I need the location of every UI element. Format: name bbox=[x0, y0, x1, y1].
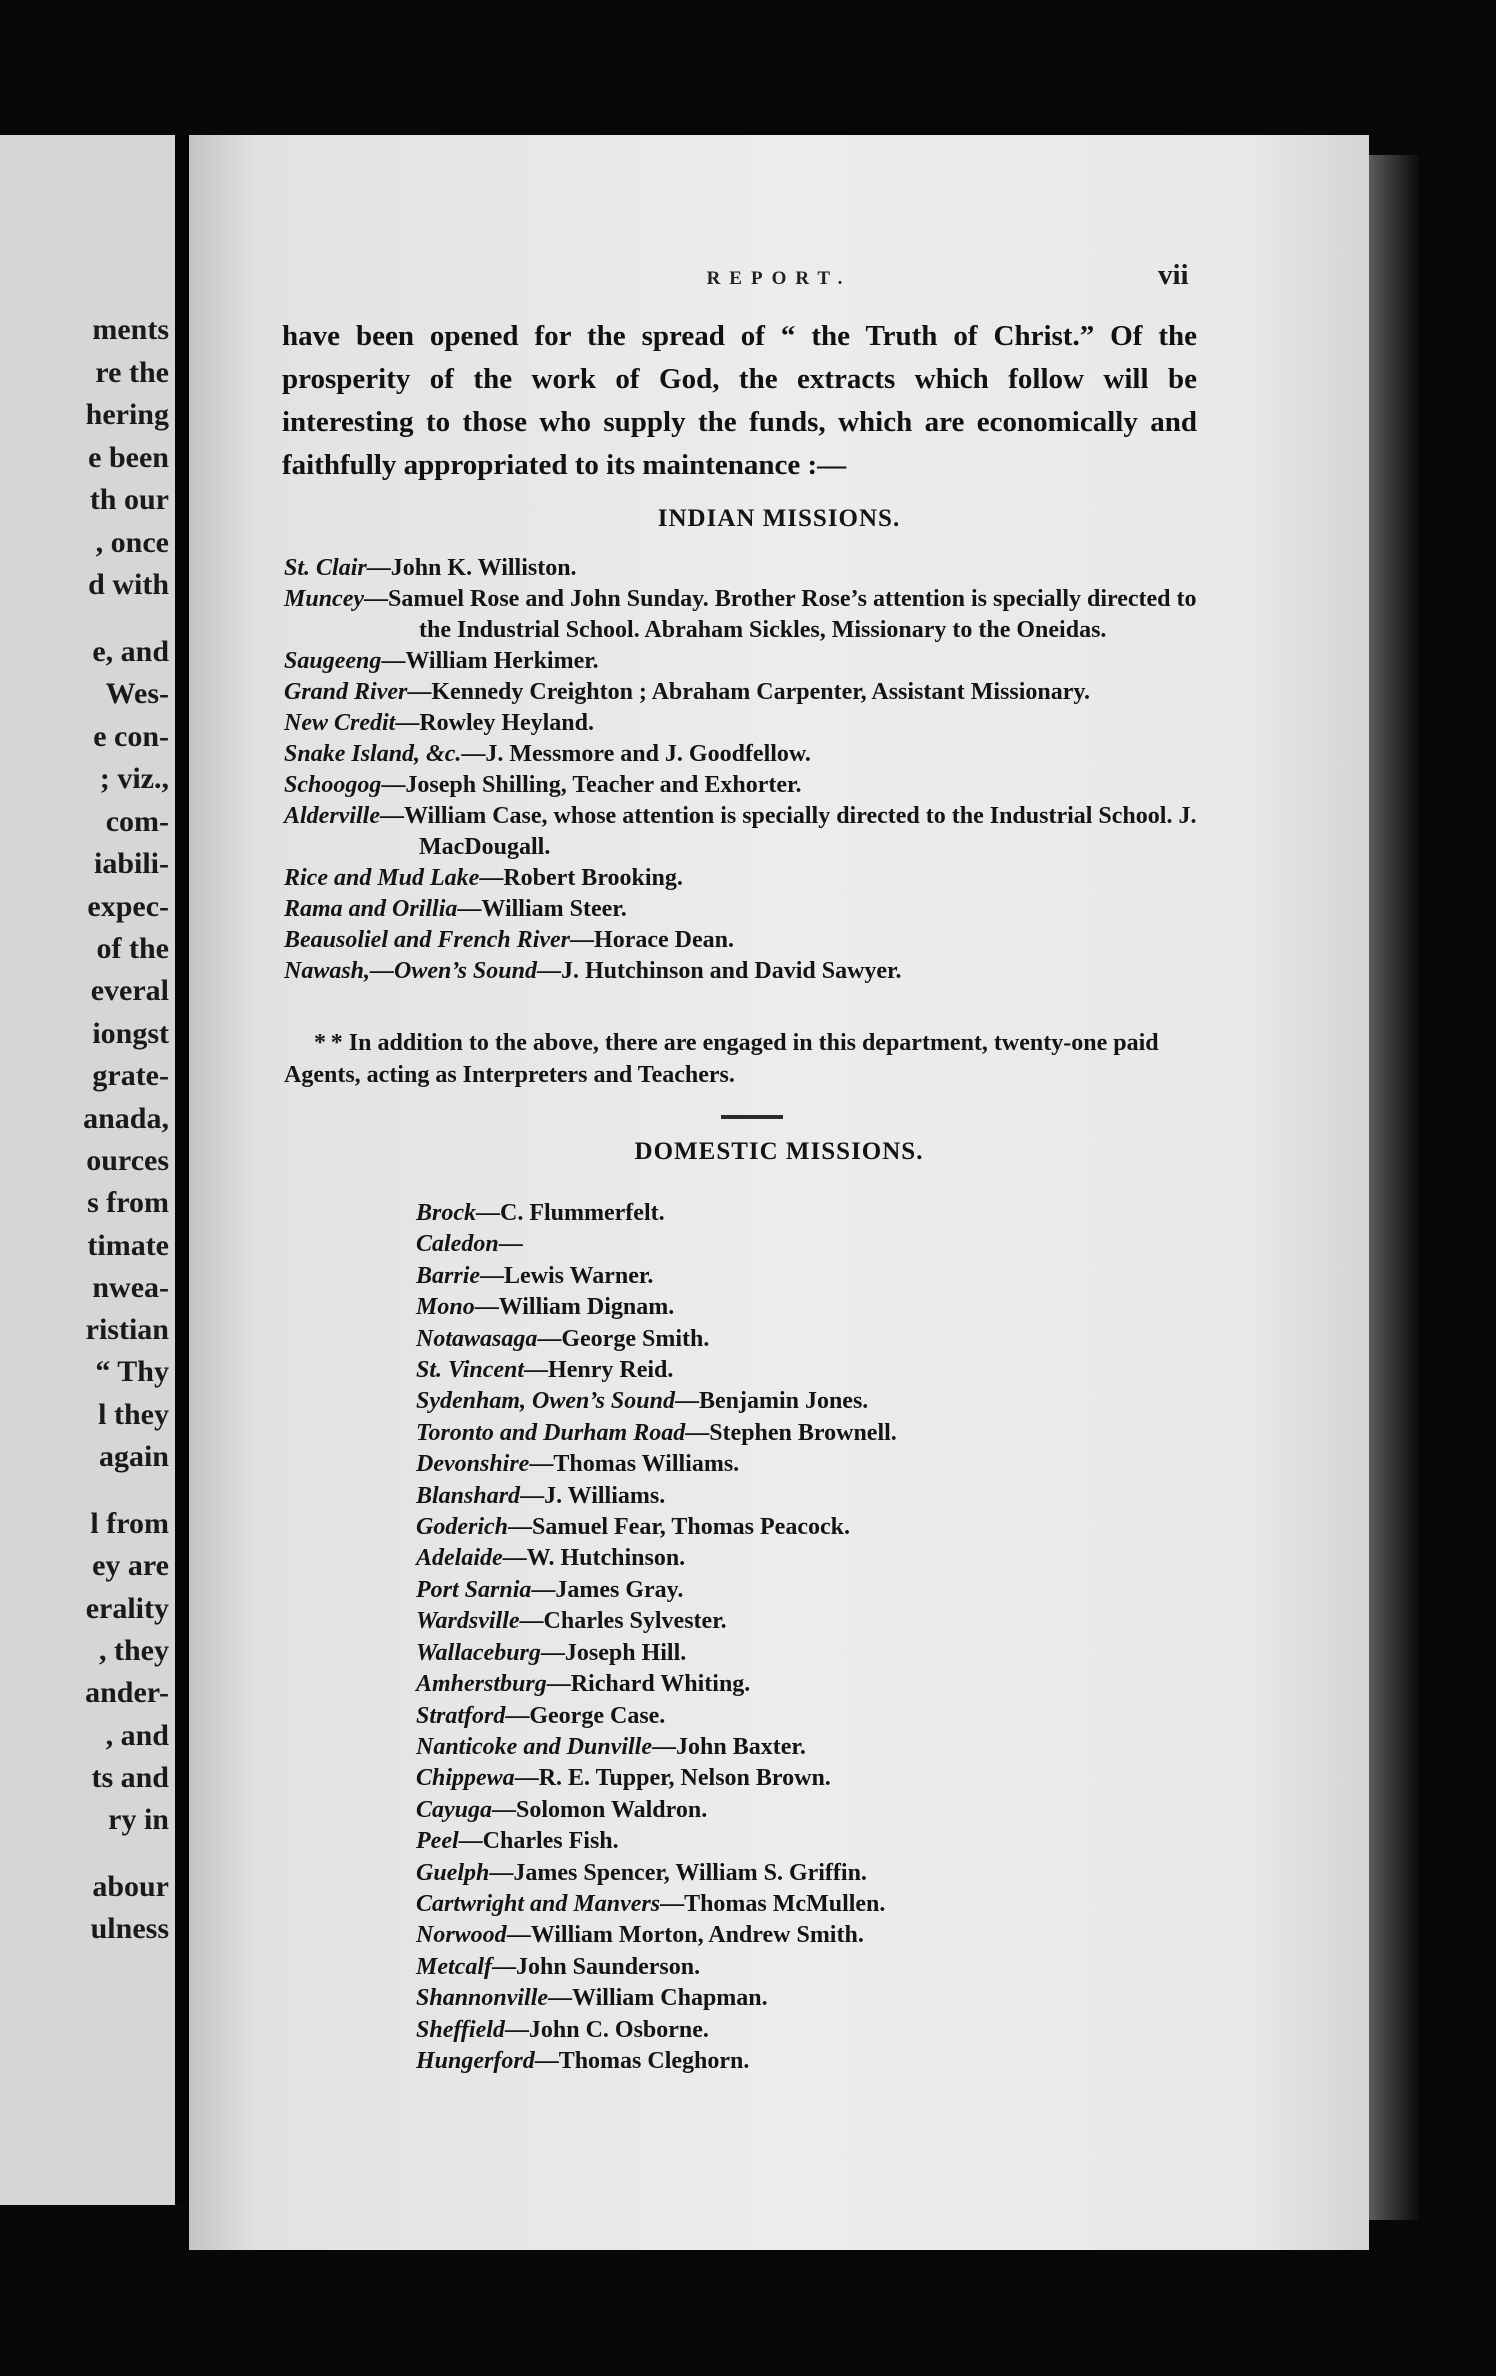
facing-page-line: , and bbox=[105, 1719, 169, 1752]
mission-entry bbox=[416, 1826, 1116, 1857]
mission-station: Schoogog bbox=[284, 772, 382, 798]
missionary-names: —Joseph Shilling, Teacher and Exhorter. bbox=[381, 772, 802, 798]
facing-page-line: ; viz., bbox=[99, 762, 169, 795]
mission-station: Mono bbox=[416, 1294, 475, 1321]
missionary-names: —Charles Fish. bbox=[458, 1828, 619, 1855]
mission-station: Caledon bbox=[416, 1231, 499, 1258]
mission-station: Adelaide bbox=[416, 1545, 503, 1572]
mission-station: Blanshard bbox=[416, 1482, 521, 1509]
missionary-names: —John K. Williston. bbox=[366, 555, 577, 581]
domestic-missions-heading: DOMESTIC MISSIONS. bbox=[634, 1138, 924, 1165]
mission-station: Sheffield bbox=[416, 2016, 505, 2043]
mission-station: Hungerford bbox=[416, 2047, 535, 2074]
mission-entry bbox=[416, 1575, 1116, 1606]
mission-entry bbox=[416, 1449, 1116, 1480]
mission-station: Chippewa bbox=[416, 1765, 515, 1792]
facing-page-line: ments bbox=[92, 313, 169, 346]
mission-entry bbox=[416, 2046, 1116, 2077]
mission-station: Port Sarnia bbox=[416, 1576, 532, 1603]
mission-entry bbox=[416, 1324, 1116, 1355]
mission-station: Metcalf bbox=[416, 1953, 492, 1980]
mission-entry bbox=[416, 1920, 1116, 1951]
mission-entry bbox=[284, 708, 1204, 739]
report-page bbox=[189, 135, 1369, 2250]
mission-station: Devonshire bbox=[416, 1451, 530, 1478]
missionary-names: —John C. Osborne. bbox=[504, 2016, 709, 2043]
mission-station: Barrie bbox=[416, 1262, 481, 1289]
mission-station: Shannonville bbox=[416, 1985, 549, 2012]
mission-entry bbox=[416, 1292, 1116, 1323]
mission-entry bbox=[416, 1606, 1116, 1637]
indian-missions-note: * * In addition to the above, there are engaged in this department, twenty-one paid Agents, acting as Interpreters and Teachers. bbox=[284, 1030, 1159, 1088]
facing-page-line: ristian bbox=[85, 1313, 169, 1346]
missionary-names: —Thomas Cleghorn. bbox=[534, 2047, 750, 2074]
mission-entry bbox=[416, 1795, 1116, 1826]
mission-station: St. Clair bbox=[284, 555, 367, 581]
mission-entry bbox=[284, 894, 1204, 925]
missionary-names: —William Chapman. bbox=[548, 1985, 768, 2012]
intro-paragraph: have been opened for the spread of “ the Truth of Christ.” Of the prosperity of the work of God, the extracts which follow will be interesting to those who supply the funds, which are economically and faithfully appropriated to its maintenance :— bbox=[282, 320, 1197, 481]
facing-page-line: s from bbox=[87, 1186, 169, 1219]
mission-entry bbox=[416, 1858, 1116, 1889]
facing-page-line: l they bbox=[98, 1398, 169, 1431]
page-number: vii bbox=[1158, 259, 1189, 291]
running-head: REPORT. bbox=[706, 268, 852, 289]
missionary-names: —John Baxter. bbox=[652, 1733, 806, 1760]
mission-entry bbox=[284, 801, 1204, 863]
mission-station: Muncey bbox=[284, 586, 364, 612]
mission-station: Wardsville bbox=[416, 1608, 520, 1635]
mission-station: Rice and Mud Lake bbox=[284, 865, 480, 891]
facing-page-line: ulness bbox=[90, 1912, 169, 1945]
missionary-names: —Rowley Heyland. bbox=[395, 710, 594, 736]
facing-page-line: l from bbox=[90, 1507, 169, 1540]
facing-page-line: anada, bbox=[83, 1102, 169, 1135]
facing-page-line: ey are bbox=[92, 1549, 169, 1582]
missionary-names: —Benjamin Jones. bbox=[674, 1388, 869, 1415]
missionary-names: —J. Williams. bbox=[520, 1482, 666, 1509]
missionary-names: —Stephen Brownell. bbox=[685, 1419, 897, 1446]
mission-station: Toronto and Durham Road bbox=[416, 1419, 686, 1446]
section-divider bbox=[721, 1115, 783, 1119]
facing-page-line: ander- bbox=[85, 1676, 169, 1709]
facing-page-line: th our bbox=[89, 483, 169, 516]
facing-page-line: ry in bbox=[108, 1803, 169, 1836]
mission-entry bbox=[416, 1732, 1116, 1763]
mission-station: Guelph bbox=[416, 1859, 490, 1886]
missionary-names: —George Case. bbox=[505, 1702, 666, 1729]
page-edge-shadow bbox=[1369, 155, 1419, 2220]
missionary-names: —Robert Brooking. bbox=[479, 865, 683, 891]
facing-page-line: of the bbox=[96, 932, 169, 965]
mission-station: Peel bbox=[416, 1828, 459, 1855]
facing-page-line: , they bbox=[99, 1634, 169, 1667]
mission-entry bbox=[416, 1418, 1116, 1449]
missionary-names: —William Herkimer. bbox=[381, 648, 599, 674]
missionary-names: —James Spencer, William S. Griffin. bbox=[489, 1859, 867, 1886]
mission-entry bbox=[416, 1701, 1116, 1732]
facing-page-line: erality bbox=[85, 1592, 169, 1625]
mission-station: Brock bbox=[416, 1200, 476, 1226]
mission-entry bbox=[284, 863, 1204, 894]
missionary-names: —R. E. Tupper, Nelson Brown. bbox=[514, 1765, 831, 1792]
missionary-names: —Samuel Rose and John Sunday. Brother Rose’s attention is specially directed to the Industrial School. Abraham Sickles, Missionary to the Oneidas. bbox=[364, 586, 1197, 643]
mission-station: Beausoliel and French River bbox=[284, 927, 571, 953]
domestic-missions-list bbox=[416, 1198, 1116, 2077]
mission-station: St. Vincent bbox=[416, 1357, 525, 1384]
facing-page-line: e been bbox=[88, 441, 169, 474]
facing-page-line: re the bbox=[95, 356, 169, 389]
mission-entry bbox=[284, 553, 1204, 584]
facing-page-line: abour bbox=[92, 1870, 169, 1903]
mission-entry bbox=[284, 956, 1204, 987]
mission-station: Grand River bbox=[284, 679, 408, 705]
missionary-names: —Thomas McMullen. bbox=[660, 1890, 886, 1917]
mission-entry bbox=[416, 1983, 1116, 2014]
mission-station: Alderville bbox=[284, 803, 380, 829]
missionary-names: —Joseph Hill. bbox=[540, 1639, 687, 1666]
mission-entry bbox=[284, 584, 1204, 646]
mission-entry bbox=[284, 677, 1204, 708]
mission-entry bbox=[416, 1763, 1116, 1794]
mission-entry bbox=[416, 2015, 1116, 2046]
mission-station: Cayuga bbox=[416, 1796, 493, 1823]
missionary-names: —Thomas Williams. bbox=[529, 1451, 740, 1478]
mission-entry bbox=[416, 1638, 1116, 1669]
missionary-names: —Samuel Fear, Thomas Peacock. bbox=[508, 1514, 850, 1541]
mission-station: Norwood bbox=[416, 1922, 507, 1949]
facing-page-line: grate- bbox=[92, 1059, 169, 1092]
mission-entry bbox=[284, 770, 1204, 801]
facing-page-line: e con- bbox=[93, 720, 169, 753]
missionary-names: —William Case, whose attention is specially directed to the Industrial School. J. MacDougall. bbox=[379, 803, 1197, 860]
mission-station: Nanticoke and Dunville bbox=[416, 1733, 653, 1760]
facing-page-line: everal bbox=[90, 974, 169, 1007]
missionary-names: —Horace Dean. bbox=[570, 927, 734, 953]
mission-entry bbox=[416, 1198, 1116, 1229]
mission-station: New Credit bbox=[284, 710, 396, 736]
facing-page-line: d with bbox=[88, 568, 169, 601]
mission-entry bbox=[416, 1512, 1116, 1543]
missionary-names: —William Morton, Andrew Smith. bbox=[506, 1922, 864, 1949]
missionary-names: —J. Messmore and J. Goodfellow. bbox=[461, 741, 811, 767]
mission-entry bbox=[416, 1481, 1116, 1512]
mission-entry bbox=[416, 1952, 1116, 1983]
missionary-names: —William Dignam. bbox=[474, 1294, 675, 1321]
mission-station: Amherstburg bbox=[416, 1671, 547, 1698]
facing-page-line: “ Thy bbox=[95, 1355, 169, 1388]
facing-page-line: Wes- bbox=[105, 677, 169, 710]
book-gutter bbox=[175, 135, 189, 2205]
missionary-names: —John Saunderson. bbox=[491, 1953, 701, 1980]
missionary-names: —W. Hutchinson. bbox=[502, 1545, 686, 1572]
mission-entry bbox=[416, 1261, 1116, 1292]
mission-entry bbox=[416, 1669, 1116, 1700]
facing-page-line: com- bbox=[105, 805, 169, 838]
missionary-names: —Lewis Warner. bbox=[480, 1262, 654, 1289]
facing-page-line: expec- bbox=[87, 890, 169, 923]
indian-missions-list bbox=[284, 553, 1204, 987]
mission-station: Notawasaga bbox=[416, 1325, 538, 1352]
mission-entry bbox=[416, 1889, 1116, 1920]
mission-entry bbox=[284, 739, 1204, 770]
mission-station: Snake Island, &c. bbox=[284, 741, 462, 767]
mission-station: Rama and Orillia bbox=[284, 896, 458, 922]
mission-entry bbox=[416, 1229, 1116, 1260]
missionary-names: —Richard Whiting. bbox=[546, 1671, 751, 1698]
missionary-names: —Charles Sylvester. bbox=[519, 1608, 727, 1635]
missionary-names: —Henry Reid. bbox=[524, 1357, 674, 1384]
mission-entry bbox=[284, 925, 1204, 956]
mission-entry bbox=[284, 646, 1204, 677]
missionary-names: —James Gray. bbox=[531, 1576, 684, 1603]
facing-page-line: timate bbox=[87, 1229, 169, 1262]
missionary-names: — bbox=[498, 1231, 523, 1258]
missionary-names: —Solomon Waldron. bbox=[492, 1796, 708, 1823]
indian-missions-heading: INDIAN MISSIONS. bbox=[657, 505, 901, 532]
missionary-names: —Kennedy Creighton ; Abraham Carpenter, Assistant Missionary. bbox=[407, 679, 1091, 705]
facing-page-line: hering bbox=[85, 398, 169, 431]
mission-station: Sydenham, Owen’s Sound bbox=[416, 1388, 675, 1415]
facing-page-line: nwea- bbox=[92, 1271, 169, 1304]
facing-page-line: again bbox=[98, 1440, 169, 1473]
facing-page-line: ources bbox=[86, 1144, 169, 1177]
mission-station: Stratford bbox=[416, 1702, 506, 1729]
facing-page-fragment bbox=[0, 135, 175, 2205]
mission-station: Saugeeng bbox=[284, 648, 382, 674]
mission-entry bbox=[416, 1355, 1116, 1386]
missionary-names: —J. Hutchinson and David Sawyer. bbox=[536, 958, 902, 984]
mission-station: Goderich bbox=[416, 1514, 508, 1541]
missionary-names: —William Steer. bbox=[457, 896, 627, 922]
facing-page-line: ts and bbox=[91, 1761, 169, 1794]
mission-station: Cartwright and Manvers bbox=[416, 1890, 661, 1917]
facing-page-line: iabili- bbox=[93, 847, 169, 880]
facing-page-line: iongst bbox=[92, 1017, 169, 1050]
mission-station: Nawash,—Owen’s Sound bbox=[284, 958, 537, 984]
mission-entry bbox=[416, 1543, 1116, 1574]
facing-page-line: , once bbox=[95, 526, 169, 559]
mission-station: Wallaceburg bbox=[416, 1639, 541, 1666]
missionary-names: —George Smith. bbox=[537, 1325, 710, 1352]
facing-page-line: e, and bbox=[92, 635, 169, 668]
mission-entry bbox=[416, 1386, 1116, 1417]
missionary-names: —C. Flummerfelt. bbox=[476, 1200, 665, 1226]
